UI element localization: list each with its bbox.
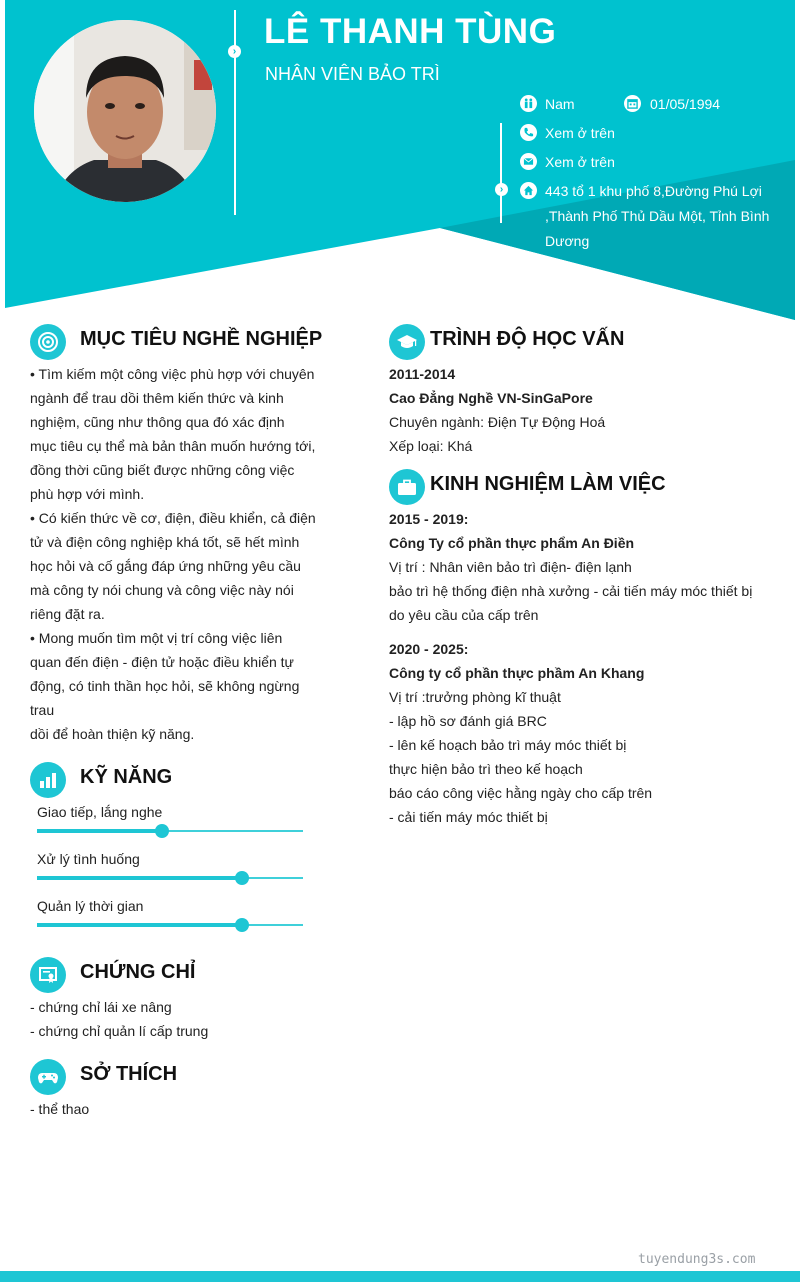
certificates-text: - chứng chỉ lái xe nâng - chứng chỉ quản lí cấp trung xyxy=(30,999,209,1039)
skill-knob xyxy=(235,918,249,932)
skill-bar-fill xyxy=(37,876,242,880)
skill-label: Xử lý tình huống xyxy=(37,851,140,867)
education-period: 2011-2014 xyxy=(389,366,456,382)
education-title: TRÌNH ĐỘ HỌC VẤN xyxy=(430,328,625,350)
address-value: 443 tổ 1 khu phố 8,Đường Phú Lợi ,Thành Phố Thủ Dầu Một, Tỉnh Bình Dương xyxy=(545,183,770,249)
skill-knob xyxy=(155,824,169,838)
phone-value: Xem ở trên xyxy=(545,125,615,141)
chevron-right-icon: › xyxy=(228,45,241,58)
home-icon xyxy=(520,182,537,199)
gamepad-icon xyxy=(30,1059,66,1095)
objective-title: MỤC TIÊU NGHỀ NGHIỆP xyxy=(80,328,323,350)
certificates-title: CHỨNG CHỈ xyxy=(80,961,196,983)
email-value: Xem ở trên xyxy=(545,154,615,170)
profile-photo xyxy=(34,20,216,202)
skill-bar-fill xyxy=(37,923,242,927)
skills-title: KỸ NĂNG xyxy=(80,766,173,788)
experience-title: KINH NGHIỆM LÀM VIỆC xyxy=(430,473,666,495)
objective-text: • Tìm kiếm một công việc phù hợp với chuyên ngành để trau dồi thêm kiến thức và kinh nghiệm, cũng như thông qua đó xác định mục tiêu cụ thể mà bản thân muốn hướng tới, đồng thời cũng biết được những công việc phù hợp với mình. • Có kiến thức về cơ, điện, điều khiển, cả điện tử và điện công nghiệp khá tốt, sẽ hết mình học hỏi và cố gắng đáp ứng những yêu cầu mà công ty nói chung và công việc này nói riêng đặt ra. • Mong muốn tìm một vị trí công việc liên quan đến điện - điện tử hoặc điều khiển tự động, có tinh thần học hỏi, sẽ không ngừng trau dồi để hoàn thiện kỹ năng. xyxy=(30,366,316,742)
calendar-icon xyxy=(624,95,641,112)
email-icon xyxy=(520,153,537,170)
bottom-bar xyxy=(0,1271,800,1282)
experience-job: 2015 - 2019: Công Ty cổ phần thực phẩm An Điền Vị trí : Nhân viên bảo trì điện- điện lạnh bảo trì hệ thống điện nhà xưởng - cải tiến máy móc thiết bị do yêu cầu của cấp trên xyxy=(389,511,753,623)
education-rank: Xếp loại: Khá xyxy=(389,438,473,454)
timeline-line xyxy=(234,10,236,215)
education-school: Cao Đẳng Nghề VN-SinGaPore xyxy=(389,390,593,406)
job-title: NHÂN VIÊN BẢO TRÌ xyxy=(265,64,440,84)
watermark: tuyendung3s.com xyxy=(638,1252,756,1267)
candidate-name: LÊ THANH TÙNG xyxy=(264,12,557,51)
education-text xyxy=(389,362,605,458)
education-major: Chuyên ngành: Điện Tự Động Hoá xyxy=(389,414,606,430)
bar-chart-icon xyxy=(30,762,66,798)
skill-knob xyxy=(235,871,249,885)
skill-bar xyxy=(37,924,303,926)
gender-value: Nam xyxy=(545,96,575,112)
chevron-right-icon: › xyxy=(495,183,508,196)
gender-icon xyxy=(520,95,537,112)
graduation-cap-icon xyxy=(389,324,425,360)
birthdate-value: 01/05/1994 xyxy=(650,96,721,112)
skill-label: Giao tiếp, lắng nghe xyxy=(37,804,163,820)
hobbies-text: - thể thao xyxy=(30,1101,90,1117)
skill-bar xyxy=(37,830,303,832)
hobbies-title: SỞ THÍCH xyxy=(80,1063,178,1085)
contact-timeline-line xyxy=(500,123,502,223)
experience-job: 2020 - 2025: Công ty cổ phần thực phầm An Khang Vị trí :trưởng phòng kĩ thuật - lập hồ sơ đánh giá BRC - lên kế hoạch bảo trì máy móc thiết bị thực hiện bảo trì theo kế hoạch báo cáo công việc hằng ngày cho cấp trên - cải tiến máy móc thiết bị xyxy=(389,641,653,825)
skill-label: Quản lý thời gian xyxy=(37,898,144,914)
briefcase-icon xyxy=(389,469,425,505)
phone-icon xyxy=(520,124,537,141)
skill-bar-fill xyxy=(37,829,162,833)
certificate-icon xyxy=(30,957,66,993)
skill-bar xyxy=(37,877,303,879)
target-icon xyxy=(30,324,66,360)
